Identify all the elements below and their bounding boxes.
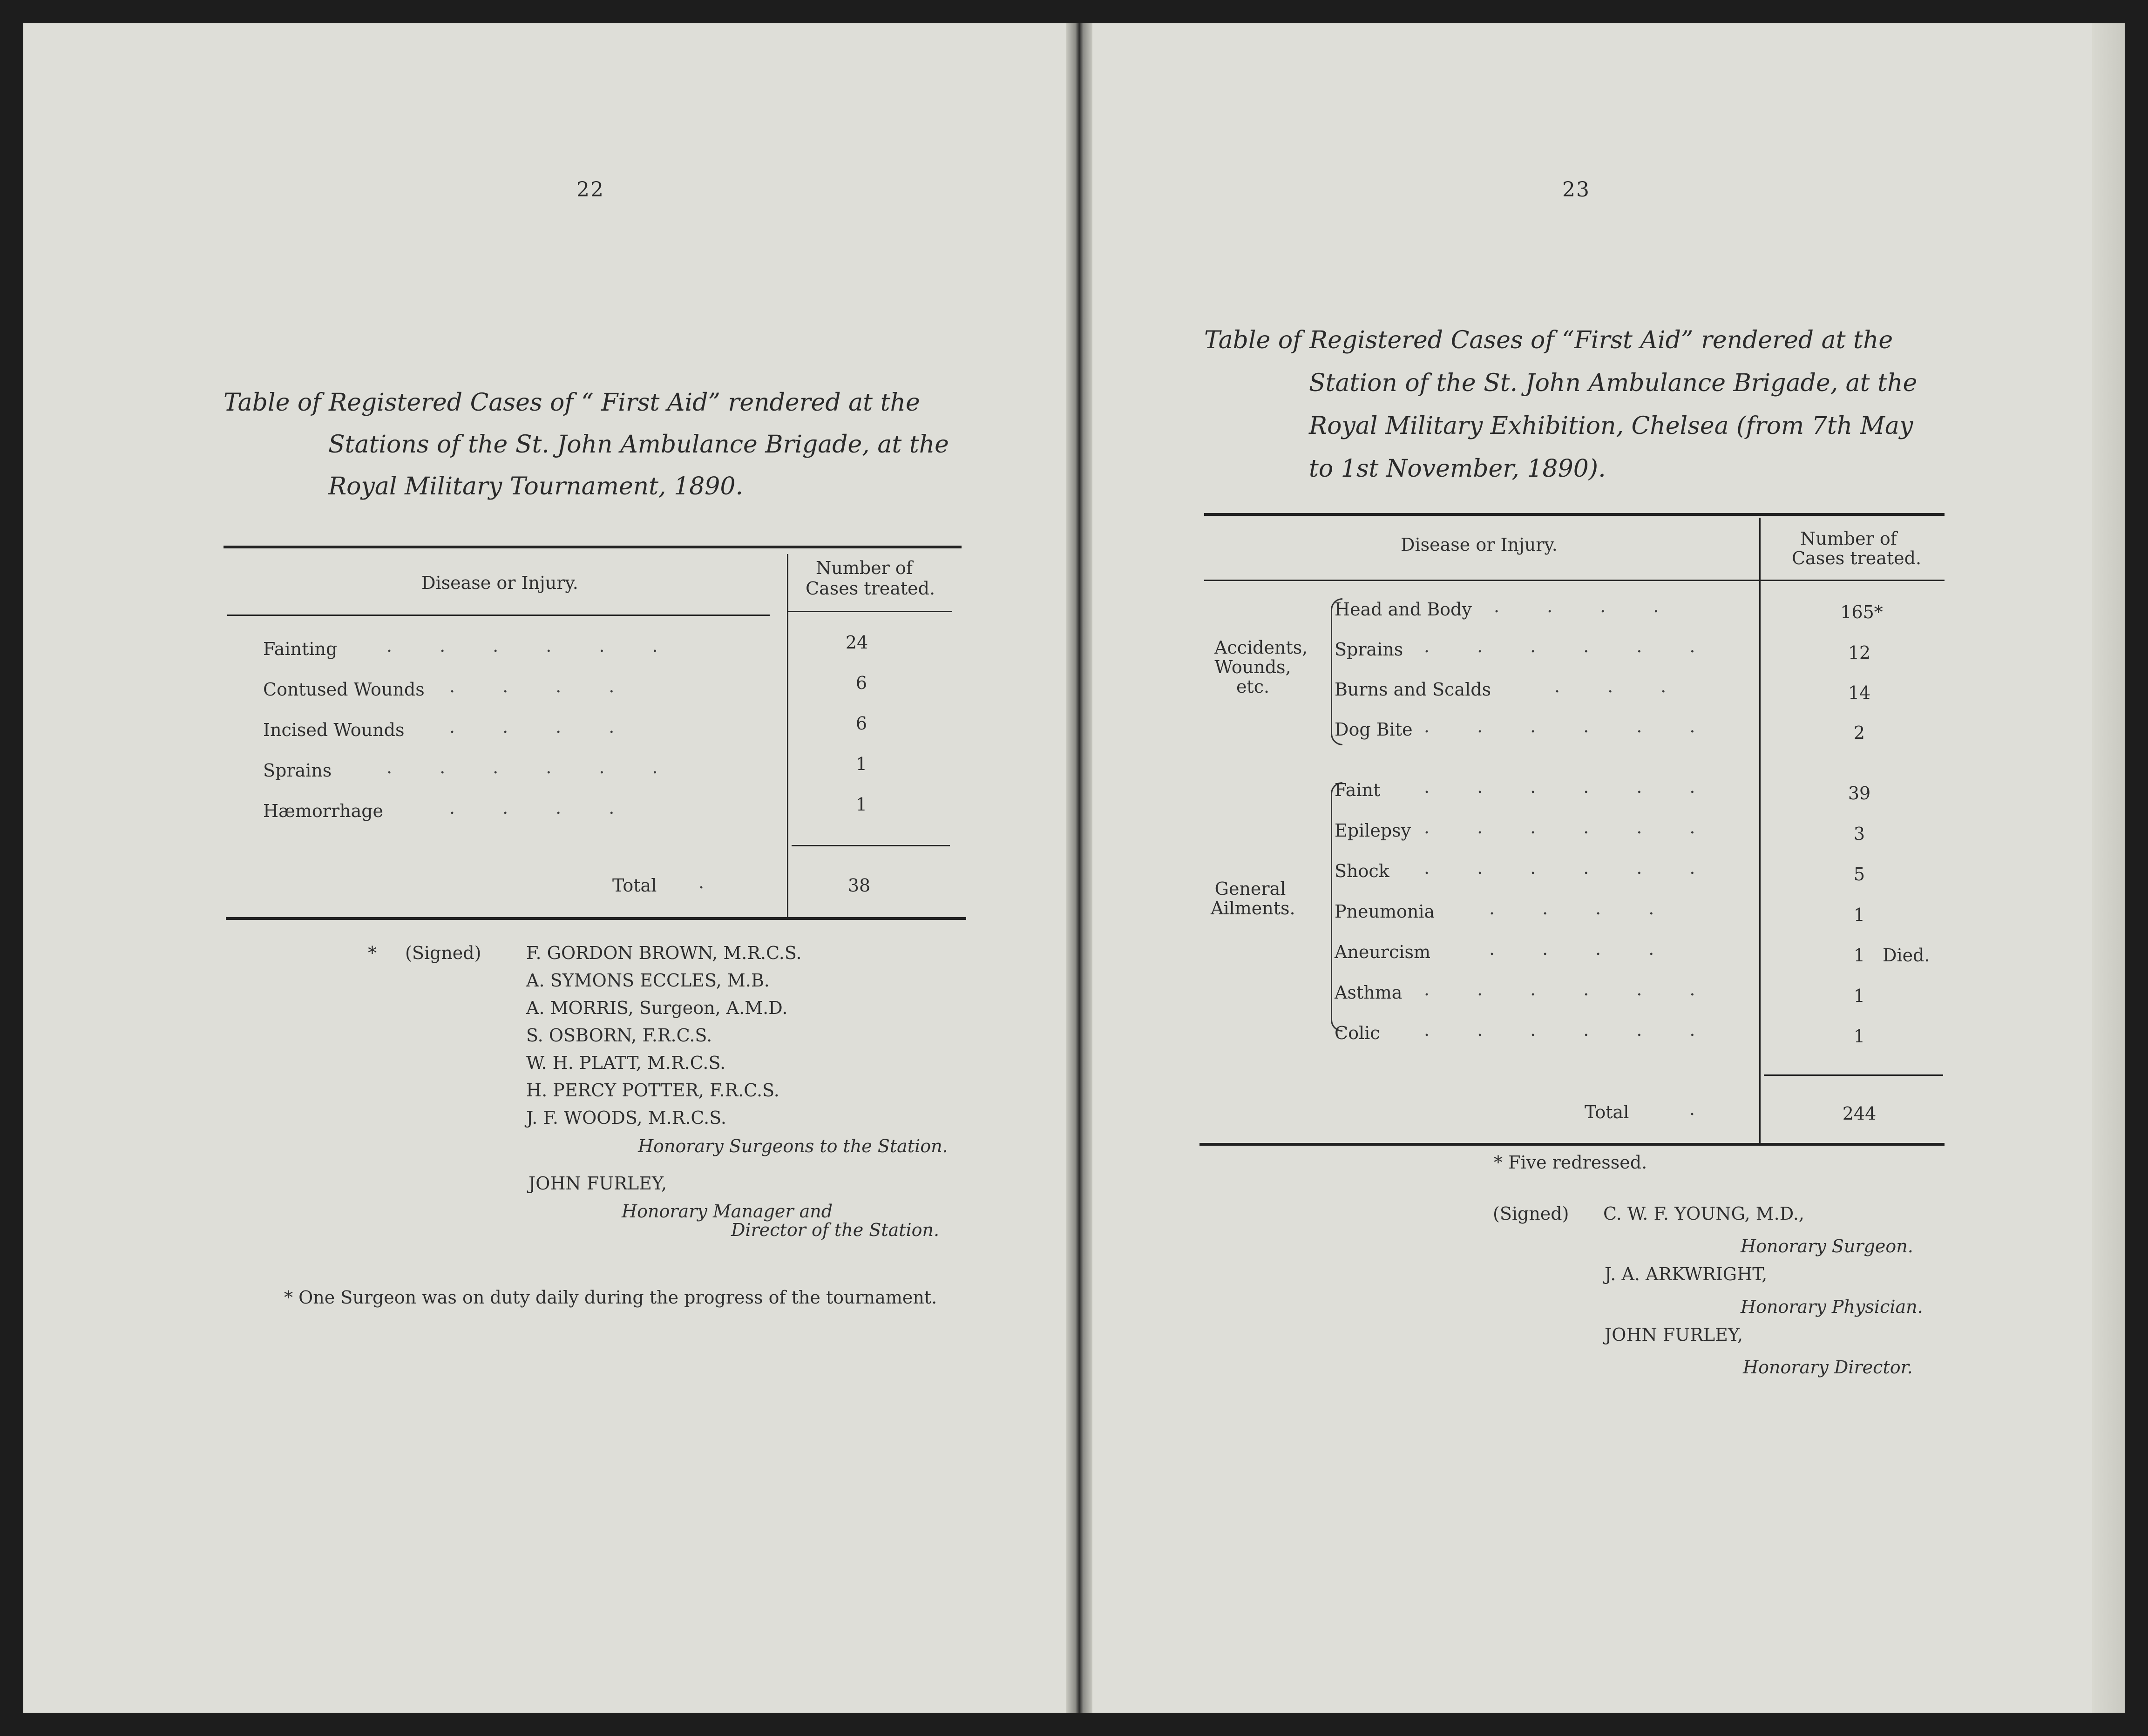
column-header-number: Number of (816, 558, 913, 578)
signatory: S. OSBORN, F.R.C.S. (526, 1025, 712, 1046)
table-row-disease: Pneumonia (1335, 901, 1435, 922)
caption-line: Royal Military Exhibition, Chelsea (from 7th May (1309, 412, 1913, 440)
column-header-disease: Disease or Injury. (1401, 534, 1558, 555)
column-divider (787, 554, 788, 917)
leader-dots: .... (1489, 939, 1702, 959)
leader-dots: ...... (386, 757, 705, 777)
manager-name: JOHN FURLEY, (529, 1173, 667, 1194)
table-row-cases: 12 (1848, 642, 1871, 663)
signed-label: (Signed) (405, 943, 481, 963)
signatory: W. H. PLATT, M.R.C.S. (526, 1053, 726, 1073)
table-row-cases: 1 (1853, 945, 1865, 966)
table-row-disease: Fainting (263, 639, 338, 659)
signatory: JOHN FURLEY, (1605, 1324, 1743, 1345)
leader-dots: . (1689, 1099, 1743, 1119)
manager-title: Honorary Manager and (622, 1201, 833, 1222)
caption-line: to 1st November, 1890). (1309, 455, 1606, 483)
table-row-disease: Burns and Scalds (1335, 679, 1491, 700)
column-header-number: Cases treated. (806, 578, 935, 599)
table-row-disease: Head and Body (1335, 599, 1472, 620)
signatory-title: Honorary Physician. (1741, 1297, 1923, 1317)
table-row-cases: 1 (1853, 986, 1865, 1006)
table-row-disease: Dog Bite (1335, 719, 1413, 740)
manager-title: Director of the Station. (731, 1220, 940, 1240)
group-label-accidents (1214, 637, 1308, 697)
table-row-disease: Shock (1335, 861, 1389, 881)
signatory-title: Honorary Director. (1743, 1357, 1913, 1378)
table-row-disease: Hæmorrhage (263, 801, 384, 821)
group-label-line: Ailments. (1211, 898, 1295, 919)
total-label: Total (1585, 1102, 1629, 1122)
honorary-surgeons-title: Honorary Surgeons to the Station. (638, 1136, 948, 1156)
right-page (1079, 0, 2148, 1736)
table-row-disease: Incised Wounds (263, 720, 405, 740)
leader-dots: ...... (1424, 777, 1743, 797)
table-row-cases: 5 (1853, 864, 1865, 885)
table-top-rule (224, 546, 962, 548)
subtotal-rule (792, 845, 950, 846)
table-row-disease: Sprains (1335, 639, 1403, 660)
table-row-cases: 2 (1853, 723, 1865, 743)
leader-dots: .... (1489, 898, 1702, 919)
table-row-cases: 6 (855, 673, 867, 693)
group-label-line: General (1214, 878, 1286, 899)
leader-dots: ... (1554, 676, 1714, 696)
table-row-disease: Asthma (1335, 982, 1403, 1003)
page-edge (2092, 0, 2148, 1736)
header-divider-rule (227, 615, 770, 616)
footnote: * One Surgeon was on duty daily during the progress of the tournament. (284, 1287, 937, 1308)
leader-dots: .... (449, 676, 662, 696)
page-number: 23 (1562, 178, 1590, 202)
table-row-disease: Contused Wounds (263, 679, 425, 700)
table-bottom-rule (226, 917, 966, 920)
signatory: J. F. WOODS, M.R.C.S. (526, 1108, 726, 1128)
leader-dots: .... (449, 797, 662, 818)
leader-dots: .... (1494, 596, 1707, 616)
caption-line: Table of Registered Cases of “ First Aid” rendered at the (224, 389, 920, 417)
signatory: C. W. F. YOUNG, M.D., (1603, 1203, 1804, 1224)
book-gutter (1066, 0, 1092, 1736)
leader-dots: . (698, 872, 752, 892)
table-row-cases: 1 (855, 754, 867, 774)
total-value: 38 (847, 875, 871, 896)
table-row-disease: Sprains (263, 760, 332, 781)
table-top-rule (1204, 513, 1945, 516)
signatory: A. MORRIS, Surgeon, A.M.D. (526, 998, 788, 1018)
leader-dots: ...... (1424, 716, 1743, 736)
signed-asterisk: * (368, 943, 377, 963)
table-row-cases: 3 (1853, 824, 1865, 844)
table-row-cases: 165* (1840, 602, 1883, 622)
table-row-cases: 1 (1853, 905, 1865, 925)
column-header-number: Number of (1800, 528, 1897, 549)
signatory: H. PERCY POTTER, F.R.C.S. (526, 1080, 779, 1101)
group-label-line: etc. (1236, 676, 1270, 697)
table-row-disease: Epilepsy (1335, 820, 1411, 841)
header-divider-rule (1204, 580, 1945, 581)
signatory-title: Honorary Surgeon. (1741, 1236, 1913, 1256)
page-number: 22 (576, 178, 604, 202)
header-divider-rule (787, 611, 952, 612)
group-label-line: Accidents, (1214, 637, 1308, 658)
caption-line: Station of the St. John Ambulance Brigade, at the (1309, 369, 1918, 397)
footnote: * Five redressed. (1494, 1152, 1647, 1173)
leader-dots: .... (449, 716, 662, 737)
table-row-cases: 6 (855, 713, 867, 734)
table-row-cases: 24 (845, 632, 868, 653)
signatory: A. SYMONS ECCLES, M.B. (526, 970, 770, 991)
leader-dots: ...... (1424, 636, 1743, 656)
table-row-cases: 1 (1853, 1026, 1865, 1047)
table-caption (224, 382, 962, 507)
table-row-cases: 14 (1848, 682, 1871, 703)
subtotal-rule (1764, 1074, 1943, 1076)
table-row-cases: 1 (855, 794, 867, 815)
signatory: F. GORDON BROWN, M.R.C.S. (526, 943, 802, 963)
leader-dots: ...... (1424, 858, 1743, 878)
total-label: Total (612, 875, 657, 896)
leader-dots: ...... (1424, 817, 1743, 838)
table-row-disease: Faint (1335, 780, 1381, 800)
group-label-line: Wounds, (1214, 657, 1291, 677)
table-bottom-rule (1199, 1143, 1945, 1146)
total-value: 244 (1842, 1103, 1877, 1124)
column-header-number: Cases treated. (1792, 548, 1922, 568)
column-divider (1759, 518, 1761, 1144)
leader-dots: ...... (1424, 1020, 1743, 1040)
table-row-note: Died. (1883, 945, 1930, 966)
table-row-disease: Aneurcism (1335, 942, 1431, 962)
caption-line: Royal Military Tournament, 1890. (328, 473, 743, 500)
leader-dots: ...... (1424, 979, 1743, 1000)
column-header-disease: Disease or Injury. (421, 573, 578, 593)
table-caption (1204, 319, 2089, 490)
signed-label: (Signed) (1493, 1203, 1569, 1224)
leader-dots: ...... (386, 635, 705, 656)
table-row-disease: Colic (1335, 1023, 1380, 1043)
caption-line: Stations of the St. John Ambulance Brigade, at the (328, 431, 949, 459)
caption-line: Table of Registered Cases of “First Aid” rendered at the (1204, 326, 1893, 354)
group-label-general (1211, 878, 1295, 919)
table-row-cases: 39 (1848, 783, 1871, 804)
signatory: J. A. ARKWRIGHT, (1605, 1264, 1768, 1284)
